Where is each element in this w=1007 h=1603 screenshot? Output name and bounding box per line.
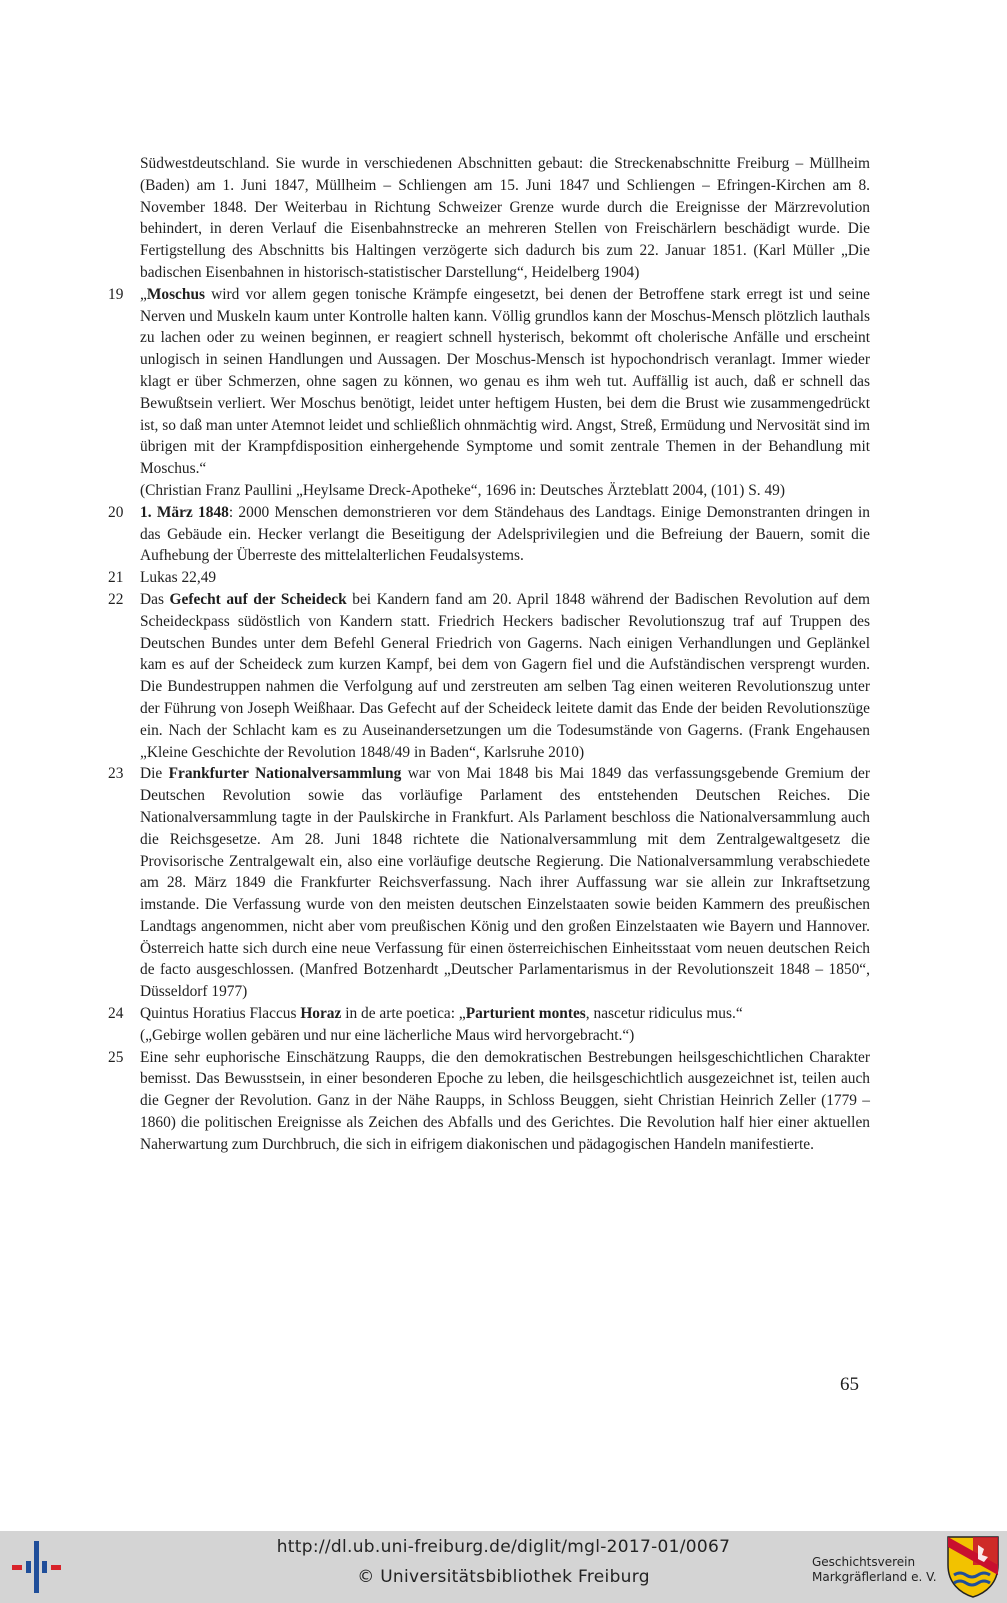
footnote-text: Das xyxy=(140,590,170,608)
footnote-bold-term: Horaz xyxy=(300,1005,342,1023)
footnote-text: , nascetur ridiculus mus.“ xyxy=(585,1005,743,1023)
society-name xyxy=(812,1555,942,1585)
footnote-number: 19 xyxy=(108,285,124,303)
footnote-bold-term: Moschus xyxy=(146,285,205,303)
footnote-text: in de arte poetica: „ xyxy=(341,1005,466,1023)
footnote-text: war von Mai 1848 bis Mai 1849 das verfassungsgebende Gremium der Deutschen Revolution sowie das vorläufige Parlament des entstehenden Deutschen Reiches. Die Nationalversammlung tagte in der Paulskirche in Frankfurt. Als Parlament beschloss die Nationalversammlung auch die Reichsgesetze. Am 28. Juni 1848 richtete die Nationalversammlung mit dem Zentralgewaltgesetz die Provisorische Zentralgewalt ein, also eine vorläufige deutsche Regierung. Die Nationalversammlung verabschiedete am 28. März 1849 die Frankfurter Reichsverfassung. Nach ihrer Auffassung war sie allein zur Inkraftsetzung imstande. Die Verfassung wurde von den meisten deutschen Einzelstaaten sowie beiden Kammern des preußischen Landtags angenommen, nicht aber vom preußischen König und den großen Einzelstaaten wie Bayern und Hannover. Österreich hatte sich durch eine neue Verfassung für einen österreichischen Einheitsstaat vom neuen deutschen Reich de facto ausgeschlossen. (Manfred Botzenhardt „Deutscher Parlamentarismus in der Revolutionszeit 1848 – 1850“, Düsseldorf 1977) xyxy=(140,765,870,1001)
society-name-line1: Geschichtsverein xyxy=(812,1555,916,1569)
footnote-text: : 2000 Menschen demonstrieren vor dem Ständehaus des Landtags. Einige Demonstranten dringen in das Gebäude ein. Hecker verlangt die Beseitigung der Adelsprivilegien und die Befreiung der Bauern, somit die Aufhebung der Überreste des mittelalterlichen Feudalsystems. xyxy=(140,503,871,565)
footnote-text: Lukas 22,49 xyxy=(140,569,217,587)
footnote xyxy=(108,284,870,502)
footnote xyxy=(108,502,870,567)
footnote-text: Die xyxy=(140,765,169,783)
footnotes-list xyxy=(108,153,870,1156)
society-name-line2: Markgräflerland e. V. xyxy=(812,1570,937,1584)
footnote-text: bei Kandern fand am 20. April 1848 während der Badischen Revolution auf dem Scheideckpass südöstlich von Kandern statt. Friedrich Heckers badischer Revolutionszug traf auf Truppen des Deutschen Bundes unter dem Befehl General Friedrich von Gagerns. Nach einigen Verhandlungen und Geplänkel kam es auf der Scheideck zum kurzen Kampf, bei dem von Gagern fiel und die Aufständischen versprengt wurden. Die Bundestruppen nahmen die Verfolgung auf und zerstreuten am selben Tag einen weiteren Revolutionszug unter der Führung von Joseph Weißhaar. Das Gefecht auf der Scheideck leitete damit das Ende der beiden Revolutionszüge ein. Nach der Schlacht kam es zu Auseinandersetzungen um die Todesumstände von Gagerns. (Frank Engehausen „Kleine Geschichte der Revolution 1848/49 in Baden“, Karlsruhe 2010) xyxy=(140,590,870,761)
footnote-text: „ xyxy=(140,285,147,303)
footnote-bold-term: 1. März 1848 xyxy=(140,503,229,521)
footnote-text: Eine sehr euphorische Einschätzung Raupps, die den demokratischen Bestrebungen heilsgeschichtlichen Charakter bemisst. Das Bewusstsein, in einer besonderen Epoche zu leben, die heilsgeschichtlich ausgezeichnet ist, teilen auch die Gegner der Revolution. Ganz in der Nähe Raupps, in Schloss Beuggen, sieht Christian Heinrich Zeller (1779 – 1860) die politischen Ereignisse als Zeichen des Abfalls und des Gerichtes. Die Revolution half hier einer aktuellen Naherwartung zum Durchbruch, die sich in eifrigem diakonischen und pädagogischen Handeln manifestierte. xyxy=(140,1048,870,1153)
footnote-number: 24 xyxy=(108,1005,124,1023)
coat-of-arms-icon[interactable] xyxy=(946,1535,1000,1599)
footnote-number: 23 xyxy=(108,765,124,783)
footnote-number: 25 xyxy=(108,1048,124,1066)
footer-copyright: © Universitätsbibliothek Freiburg xyxy=(357,1567,650,1587)
footnote xyxy=(108,1003,870,1047)
footnote xyxy=(108,153,870,284)
footnote-number: 22 xyxy=(108,590,124,608)
footer-bar xyxy=(0,1531,1007,1603)
footnote-bold-term: Frankfurter Nationalversammlung xyxy=(168,765,402,783)
footnote-text: Südwestdeutschland. Sie wurde in verschiedenen Abschnitten gebaut: die Streckenabschnitte Freiburg – Müllheim (Baden) am 1. Juni 1847, Müllheim – Schliengen am 15. Juni 1847 und Schliengen – Efringen-Kirchen am 8. November 1848. Der Weiterbau in Richtung Schweizer Grenze wurde durch die Ereignisse der Märzrevolution behindert, in deren Verlauf die Eisenbahnstrecke an mehreren Stellen von Freischärlern beschädigt wurde. Die Fertigstellung des Abschnitts bis Haltingen verzögerte sich dadurch bis zum 22. Januar 1851. (Karl Müller „Die badischen Eisenbahnen in historisch-statistischer Darstellung“, Heidelberg 1904) xyxy=(140,155,870,281)
footnote-text: (Christian Franz Paullini „Heylsame Dreck-Apotheke“, 1696 in: Deutsches Ärzteblatt 2004, (101) S. 49) xyxy=(140,481,785,499)
footnote-bold-term: Gefecht auf der Scheideck xyxy=(169,590,347,608)
footnote-number: 20 xyxy=(108,503,124,521)
footnote-text: Quintus Horatius Flaccus xyxy=(140,1005,301,1023)
footnote xyxy=(108,763,870,1003)
footnote xyxy=(108,1047,870,1156)
page-number: 65 xyxy=(840,1374,859,1395)
footnote-bold-term: Parturient montes xyxy=(465,1005,586,1023)
footnote-text: wird vor allem gegen tonische Krämpfe eingesetzt, bei denen der Betroffene stark erregt ist und seine Nerven und Muskeln kaum unter Kontrolle halten kann. Völlig grundlos kann der Moschus-Mensch plötzlich lauthals zu lachen oder zu weinen beginnen, er reagiert schnell hysterisch, bekommt oft cholerische Anfälle und erscheint unlogisch in seinen Handlungen und Aussagen. Der Moschus-Mensch ist hypochondrisch veranlagt. Immer wieder klagt er über Schmerzen, ohne sagen zu können, wo genau es ihm weh tut. Auffällig ist auch, daß er schnell das Bewußtsein verliert. Wer Moschus benötigt, leidet unter heftigem Husten, bei dem die Brust wie zusammengedrückt ist, so daß man unter Atemnot leidet und schließlich ohnmächtig wird. Angst, Streß, Ermüdung und Nervosität sind im übrigen mit der Krampfdisposition einhergehende Symptome und somit zentrale Themen in der Behandlung mit Moschus.“ xyxy=(140,285,870,478)
footnote-number: 21 xyxy=(108,569,124,587)
footnote-text: („Gebirge wollen gebären und nur eine lächerliche Maus wird hervorgebracht.“) xyxy=(140,1026,635,1044)
footer-url-link[interactable]: http://dl.ub.uni-freiburg.de/diglit/mgl-2017-01/0067 xyxy=(276,1537,731,1557)
footnote xyxy=(108,567,870,589)
footnote xyxy=(108,589,870,763)
